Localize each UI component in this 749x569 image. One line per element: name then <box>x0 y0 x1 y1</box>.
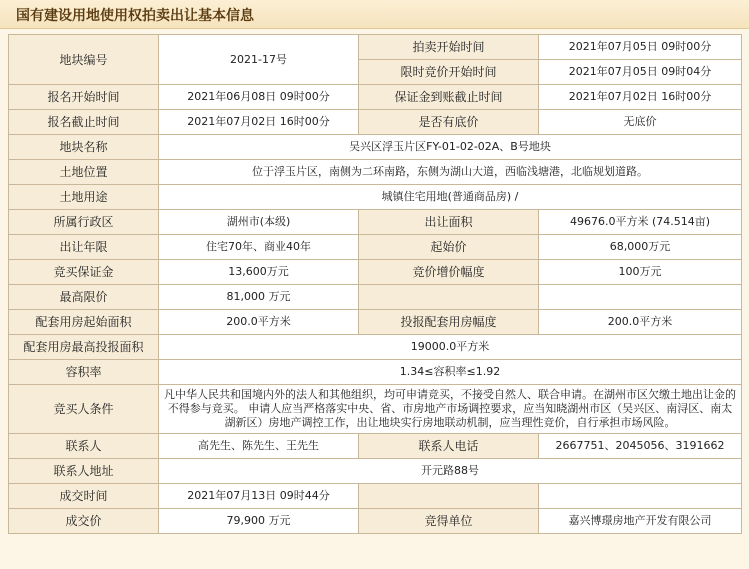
term-value: 住宅70年、商业40年 <box>159 235 359 260</box>
table-row <box>9 459 742 484</box>
winner-label: 竞得单位 <box>359 509 539 534</box>
table-row <box>9 484 742 509</box>
address-label: 联系人地址 <box>9 459 159 484</box>
deposit-deadline-value: 2021年07月02日 16时00分 <box>539 85 742 110</box>
table-row <box>9 310 742 335</box>
limit-bid-start-value: 2021年07月05日 09时04分 <box>539 60 742 85</box>
table-row <box>9 385 742 434</box>
table-row <box>9 235 742 260</box>
table-row <box>9 509 742 534</box>
table-row <box>9 260 742 285</box>
area-value: 49676.0平方米 (74.514亩) <box>539 210 742 235</box>
usage-label: 土地用途 <box>9 185 159 210</box>
table-row <box>9 210 742 235</box>
reg-start-value: 2021年06月08日 09时00分 <box>159 85 359 110</box>
parcel-no-value: 2021-17号 <box>159 35 359 85</box>
reserve-price-value: 无底价 <box>539 110 742 135</box>
winner-value: 嘉兴博璟房地产开发有限公司 <box>539 509 742 534</box>
empty-cell <box>539 484 742 509</box>
table-row <box>9 335 742 360</box>
max-price-value: 81,000 万元 <box>159 285 359 310</box>
parcel-no-label: 地块编号 <box>9 35 159 85</box>
table-row <box>9 285 742 310</box>
housing-increment-label: 投报配套用房幅度 <box>359 310 539 335</box>
term-label: 出让年限 <box>9 235 159 260</box>
table-row <box>9 185 742 210</box>
deal-time-label: 成交时间 <box>9 484 159 509</box>
table-row <box>9 360 742 385</box>
parcel-name-label: 地块名称 <box>9 135 159 160</box>
table-row <box>9 35 742 60</box>
parcel-name-value: 吴兴区浮玉片区FY-01-02-02A、B号地块 <box>159 135 742 160</box>
location-value: 位于浮玉片区，南侧为二环南路，东侧为湖山大道，西临浅塘港，北临规划道路。 <box>159 160 742 185</box>
housing-area-start-value: 200.0平方米 <box>159 310 359 335</box>
table-row <box>9 85 742 110</box>
land-info-table <box>8 34 742 534</box>
reserve-price-label: 是否有底价 <box>359 110 539 135</box>
max-price-label: 最高限价 <box>9 285 159 310</box>
table-row <box>9 110 742 135</box>
deposit-deadline-label: 保证金到账截止时间 <box>359 85 539 110</box>
housing-area-start-label: 配套用房起始面积 <box>9 310 159 335</box>
reg-start-label: 报名开始时间 <box>9 85 159 110</box>
reg-end-label: 报名截止时间 <box>9 110 159 135</box>
conditions-label: 竞买人条件 <box>9 385 159 434</box>
auction-start-value: 2021年07月05日 09时00分 <box>539 35 742 60</box>
housing-max-value: 19000.0平方米 <box>159 335 742 360</box>
district-value: 湖州市(本级) <box>159 210 359 235</box>
start-price-value: 68,000万元 <box>539 235 742 260</box>
contact-value: 高先生、陈先生、王先生 <box>159 434 359 459</box>
table-row <box>9 434 742 459</box>
bid-deposit-label: 竞买保证金 <box>9 260 159 285</box>
deal-price-value: 79,900 万元 <box>159 509 359 534</box>
bid-deposit-value: 13,600万元 <box>159 260 359 285</box>
auction-start-label: 拍卖开始时间 <box>359 35 539 60</box>
empty-cell <box>359 484 539 509</box>
far-value: 1.34≤容积率≤1.92 <box>159 360 742 385</box>
district-label: 所属行政区 <box>9 210 159 235</box>
housing-max-label: 配套用房最高投报面积 <box>9 335 159 360</box>
address-value: 开元路88号 <box>159 459 742 484</box>
start-price-label: 起始价 <box>359 235 539 260</box>
phone-label: 联系人电话 <box>359 434 539 459</box>
housing-increment-value: 200.0平方米 <box>539 310 742 335</box>
reg-end-value: 2021年07月02日 16时00分 <box>159 110 359 135</box>
usage-value: 城镇住宅用地(普通商品房) / <box>159 185 742 210</box>
far-label: 容积率 <box>9 360 159 385</box>
location-label: 土地位置 <box>9 160 159 185</box>
table-row <box>9 135 742 160</box>
deal-time-value: 2021年07月13日 09时44分 <box>159 484 359 509</box>
info-table-container <box>8 34 741 534</box>
table-row <box>9 160 742 185</box>
empty-cell <box>359 285 539 310</box>
phone-value: 2667751、2045056、3191662 <box>539 434 742 459</box>
increment-value: 100万元 <box>539 260 742 285</box>
limit-bid-start-label: 限时竞价开始时间 <box>359 60 539 85</box>
empty-cell <box>539 285 742 310</box>
contact-label: 联系人 <box>9 434 159 459</box>
deal-price-label: 成交价 <box>9 509 159 534</box>
conditions-value: 凡中华人民共和国境内外的法人和其他组织，均可申请竞买，不接受自然人、联合申请。在湖州市区欠缴土地出让金的不得参与竞买。 申请人应当严格落实中央、省、市房地产市场调控要求，应当知晓湖州市区（吴兴区、南浔区、南太湖新区）房地产调控工作，出让地块实行房地联动机制，应当理性竞价，自行承担市场风险。 <box>159 385 742 434</box>
page-title: 国有建设用地使用权拍卖出让基本信息 <box>16 8 254 24</box>
area-label: 出让面积 <box>359 210 539 235</box>
increment-label: 竞价增价幅度 <box>359 260 539 285</box>
title-bar <box>0 0 749 29</box>
